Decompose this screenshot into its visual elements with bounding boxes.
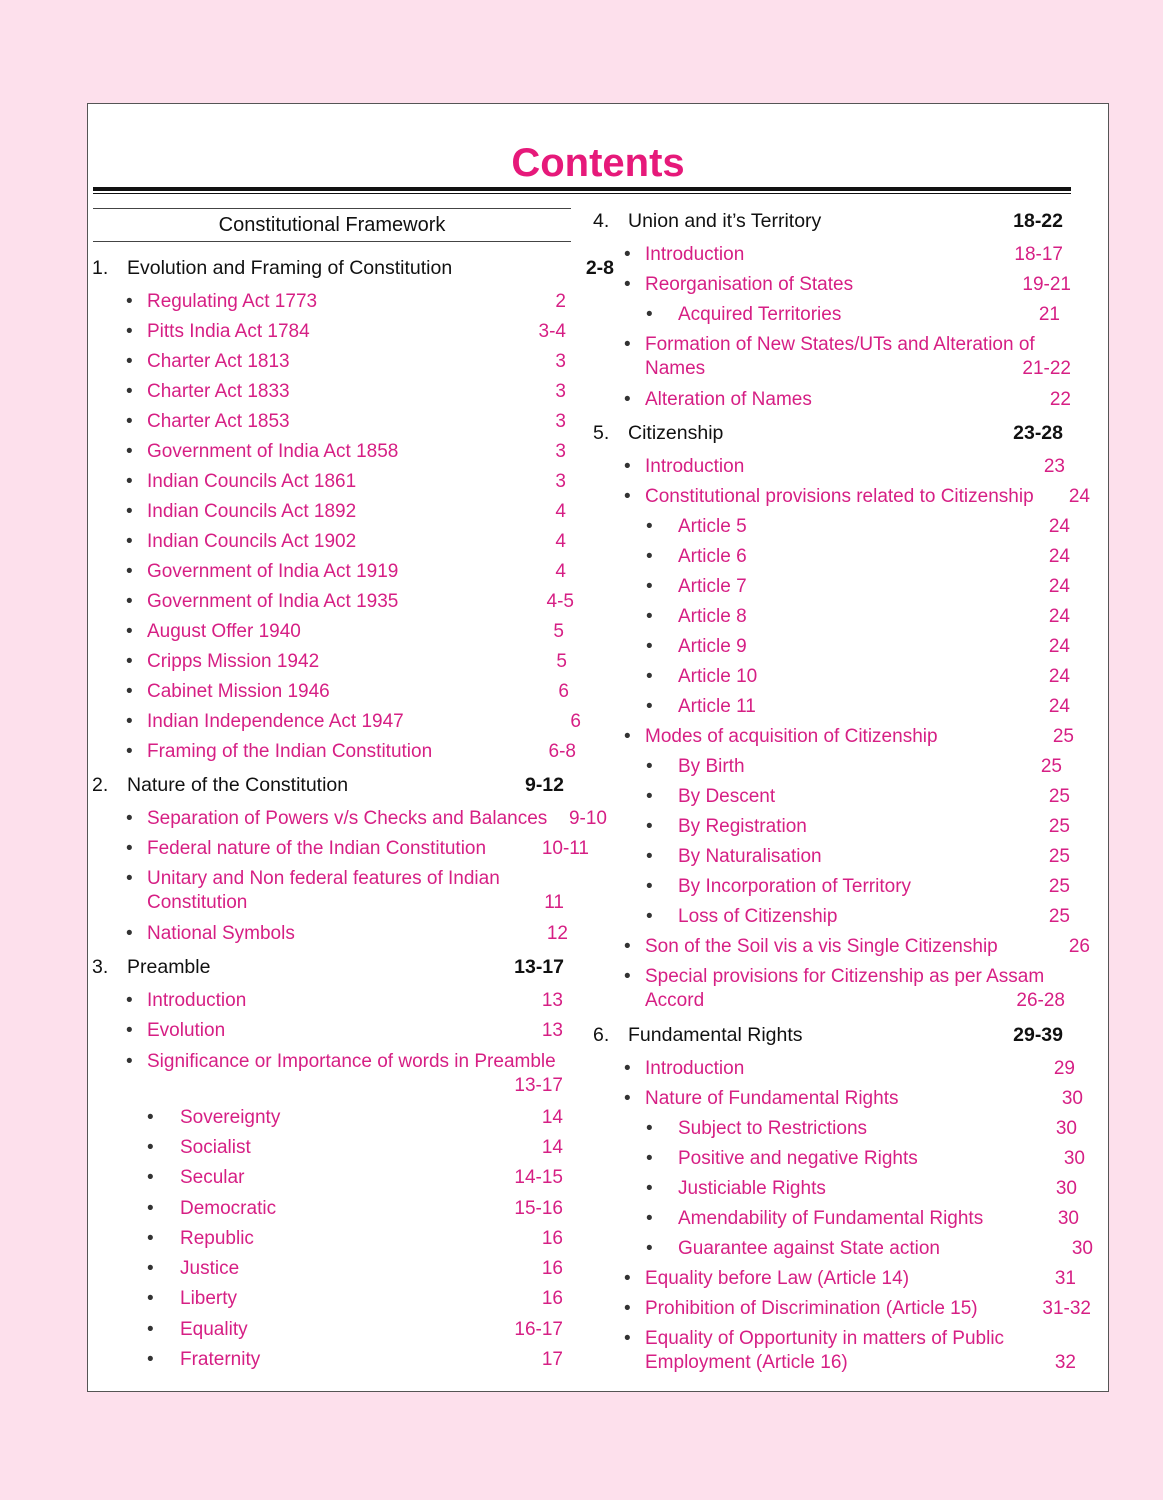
- item-pages: 4-5: [546, 591, 574, 612]
- toc-item[interactable]: [92, 680, 569, 704]
- item-pages: 3: [555, 351, 566, 372]
- bullet-icon: •: [126, 291, 133, 312]
- item-pages: 23: [1043, 456, 1065, 477]
- bullet-icon: •: [126, 591, 133, 612]
- item-pages: 24: [1048, 606, 1070, 627]
- bullet-icon: •: [147, 1349, 154, 1370]
- item-label: Indian Councils Act 1892: [147, 501, 357, 522]
- bullet-icon: •: [147, 1198, 154, 1219]
- item-pages: 14: [541, 1107, 563, 1128]
- item-label: Nature of Fundamental Rights: [645, 1088, 899, 1109]
- item-pages: 14-15: [514, 1167, 563, 1188]
- bullet-icon: •: [624, 389, 631, 410]
- item-pages: 30: [1057, 1208, 1079, 1229]
- item-label: Constitutional provisions related to Citizenship: [645, 486, 1034, 507]
- item-label: Democratic: [180, 1198, 277, 1219]
- item-pages: 4: [555, 531, 566, 552]
- toc-item[interactable]: [92, 807, 607, 831]
- item-label: Cripps Mission 1942: [147, 651, 320, 672]
- item-pages: 16: [541, 1228, 563, 1249]
- section-number: 5.: [593, 422, 610, 444]
- toc-item[interactable]: [593, 388, 1071, 412]
- bullet-icon: •: [624, 966, 631, 987]
- section-title: Citizenship: [628, 422, 724, 444]
- item-label: Introduction: [645, 456, 745, 477]
- item-pages: 9-10: [568, 808, 607, 829]
- toc-item[interactable]: [92, 470, 566, 494]
- item-pages: 30: [1061, 1088, 1083, 1109]
- bullet-icon: •: [147, 1258, 154, 1279]
- item-pages: 25: [1048, 816, 1070, 837]
- toc-subitem[interactable]: [593, 1117, 1077, 1141]
- bullet-icon: •: [126, 808, 133, 829]
- item-label: Justiciable Rights: [678, 1178, 826, 1199]
- toc-subitem[interactable]: [593, 785, 1070, 809]
- toc-item[interactable]: [92, 867, 564, 915]
- bullet-icon: •: [126, 923, 133, 944]
- toc-item[interactable]: [92, 530, 566, 554]
- item-pages: 32: [1054, 1352, 1076, 1373]
- item-label: Article 11: [678, 696, 756, 717]
- title-rule-thin: [93, 193, 1071, 194]
- bullet-icon: •: [126, 868, 133, 889]
- toc-item[interactable]: [593, 243, 1063, 267]
- item-label: Modes of acquisition of Citizenship: [645, 726, 938, 747]
- item-pages: 25: [1048, 906, 1070, 927]
- item-label: By Birth: [678, 756, 745, 777]
- item-pages: 3: [555, 411, 566, 432]
- bullet-icon: •: [624, 456, 631, 477]
- bullet-icon: •: [147, 1288, 154, 1309]
- item-label-cont: Accord: [645, 990, 705, 1011]
- item-pages: 6-8: [548, 741, 576, 762]
- item-pages: 12: [546, 923, 568, 944]
- toc-item[interactable]: [593, 273, 1071, 297]
- item-label: August Offer 1940: [147, 621, 301, 642]
- item-label: Evolution: [147, 1020, 226, 1041]
- bullet-icon: •: [646, 666, 653, 687]
- item-label: Positive and negative Rights: [678, 1148, 918, 1169]
- item-label: Article 9: [678, 636, 747, 657]
- item-label: Justice: [180, 1258, 240, 1279]
- item-pages: 4: [555, 501, 566, 522]
- item-pages: 19-21: [1022, 274, 1071, 295]
- bullet-icon: •: [646, 786, 653, 807]
- bullet-icon: •: [624, 1088, 631, 1109]
- item-pages: 24: [1048, 696, 1070, 717]
- section-number: 6.: [593, 1024, 610, 1046]
- item-label-cont: Constitution: [147, 892, 248, 913]
- item-label: Loss of Citizenship: [678, 906, 838, 927]
- toc-item[interactable]: [92, 500, 566, 524]
- bullet-icon: •: [624, 334, 631, 355]
- item-label: Introduction: [147, 990, 247, 1011]
- item-label: Liberty: [180, 1288, 238, 1309]
- item-pages: 25: [1048, 876, 1070, 897]
- item-label: Introduction: [645, 1058, 745, 1079]
- section-pages: 9-12: [524, 774, 564, 796]
- item-label: Significance or Importance of words in Preamble: [147, 1051, 556, 1072]
- toc-subitem[interactable]: [593, 905, 1070, 929]
- bullet-icon: •: [646, 876, 653, 897]
- toc-item[interactable]: [92, 560, 566, 584]
- toc-item[interactable]: [92, 1050, 582, 1074]
- toc-item[interactable]: [593, 333, 1071, 381]
- toc-subitem[interactable]: [593, 545, 1070, 569]
- bullet-icon: •: [646, 576, 653, 597]
- toc-item[interactable]: [92, 620, 564, 644]
- bullet-icon: •: [646, 1238, 653, 1259]
- bullet-icon: •: [126, 411, 133, 432]
- item-label: Acquired Territories: [678, 304, 842, 325]
- toc-item[interactable]: [593, 455, 1065, 479]
- item-pages: 24: [1048, 666, 1070, 687]
- item-pages: 14: [541, 1137, 563, 1158]
- bullet-icon: •: [126, 531, 133, 552]
- toc-subitem[interactable]: [593, 605, 1070, 629]
- page-title: Contents: [511, 141, 685, 185]
- item-pages: 26-28: [1016, 990, 1065, 1011]
- toc-subitem[interactable]: [593, 695, 1070, 719]
- bullet-icon: •: [646, 1118, 653, 1139]
- toc-subitem[interactable]: [593, 665, 1070, 689]
- item-label: Charter Act 1853: [147, 411, 290, 432]
- toc-subitem[interactable]: [92, 1257, 563, 1281]
- bullet-icon: •: [646, 546, 653, 567]
- toc-item[interactable]: [593, 1087, 1083, 1111]
- toc-subitem[interactable]: [92, 1166, 563, 1190]
- item-pages: 4: [555, 561, 566, 582]
- bullet-icon: •: [126, 471, 133, 492]
- section-title: Union and it’s Territory: [628, 210, 822, 232]
- section-number: 4.: [593, 210, 610, 232]
- section-pages: 2-8: [585, 257, 614, 279]
- item-pages: 24: [1048, 576, 1070, 597]
- bullet-icon: •: [126, 501, 133, 522]
- item-pages: 3: [555, 381, 566, 402]
- bullet-icon: •: [624, 1058, 631, 1079]
- toc-subitem[interactable]: [593, 635, 1070, 659]
- section-heading[interactable]: [92, 773, 564, 797]
- item-pages: 16: [541, 1288, 563, 1309]
- item-pages: 24: [1048, 546, 1070, 567]
- bullet-icon: •: [646, 906, 653, 927]
- item-pages: 3-4: [538, 321, 566, 342]
- item-label: Equality of Opportunity in matters of Public: [645, 1328, 1005, 1349]
- bullet-icon: •: [646, 696, 653, 717]
- toc-item[interactable]: [593, 1057, 1075, 1081]
- item-label: National Symbols: [147, 923, 295, 944]
- bullet-icon: •: [126, 621, 133, 642]
- item-pages: 25: [1052, 726, 1074, 747]
- item-label: By Naturalisation: [678, 846, 822, 867]
- item-label: Pitts India Act 1784: [147, 321, 310, 342]
- section-title: Evolution and Framing of Constitution: [127, 257, 453, 279]
- item-pages: 11: [544, 892, 564, 913]
- toc-subitem[interactable]: [593, 303, 1060, 327]
- bullet-icon: •: [147, 1319, 154, 1340]
- bullet-icon: •: [126, 321, 133, 342]
- item-pages: 13: [541, 1020, 563, 1041]
- item-pages: 31: [1054, 1268, 1076, 1289]
- item-label: Prohibition of Discrimination (Article 15): [645, 1298, 978, 1319]
- item-label: Introduction: [645, 244, 745, 265]
- item-pages: 30: [1063, 1148, 1085, 1169]
- item-label: By Registration: [678, 816, 807, 837]
- framework-heading: Constitutional Framework: [93, 208, 571, 242]
- toc-item[interactable]: [92, 837, 589, 861]
- bullet-icon: •: [147, 1167, 154, 1188]
- item-label: Fraternity: [180, 1349, 261, 1370]
- bullet-icon: •: [624, 274, 631, 295]
- bullet-icon: •: [646, 304, 653, 325]
- section-heading[interactable]: [92, 256, 614, 280]
- title-rule-thick: [93, 187, 1071, 191]
- toc-item[interactable]: [593, 965, 1065, 1013]
- bullet-icon: •: [646, 1148, 653, 1169]
- item-label: By Descent: [678, 786, 776, 807]
- bullet-icon: •: [646, 1178, 653, 1199]
- item-label-cont: Employment (Article 16): [645, 1352, 848, 1373]
- item-pages: 30: [1055, 1118, 1077, 1139]
- bullet-icon: •: [126, 441, 133, 462]
- toc-item[interactable]: [92, 590, 574, 614]
- item-pages: 25: [1048, 786, 1070, 807]
- section-number: 2.: [92, 774, 109, 796]
- bullet-icon: •: [646, 816, 653, 837]
- toc-item[interactable]: [593, 485, 1090, 509]
- item-label: Framing of the Indian Constitution: [147, 741, 433, 762]
- item-label: Charter Act 1833: [147, 381, 290, 402]
- bullet-icon: •: [646, 636, 653, 657]
- item-label: Article 6: [678, 546, 747, 567]
- bullet-icon: •: [126, 741, 133, 762]
- section-heading[interactable]: [593, 209, 1063, 233]
- bullet-icon: •: [126, 561, 133, 582]
- item-pages: 30: [1055, 1178, 1077, 1199]
- toc-subitem[interactable]: [92, 1106, 563, 1130]
- toc-subitem[interactable]: [593, 845, 1070, 869]
- bullet-icon: •: [646, 516, 653, 537]
- item-label: Article 5: [678, 516, 747, 537]
- item-label: Government of India Act 1919: [147, 561, 399, 582]
- item-pages: 6: [570, 711, 581, 732]
- bullet-icon: •: [126, 1020, 133, 1041]
- item-label: Government of India Act 1858: [147, 441, 399, 462]
- item-label: Son of the Soil vis a vis Single Citizenship: [645, 936, 998, 957]
- item-label: Alteration of Names: [645, 389, 812, 410]
- contents-page: [87, 103, 1109, 1392]
- toc-item[interactable]: [92, 440, 566, 464]
- item-pages: 25: [1040, 756, 1062, 777]
- item-pages: 16-17: [514, 1319, 563, 1340]
- bullet-icon: •: [126, 838, 133, 859]
- item-label: Cabinet Mission 1946: [147, 681, 330, 702]
- toc-subitem[interactable]: [92, 1227, 563, 1251]
- toc-item[interactable]: [593, 1327, 1076, 1375]
- section-heading[interactable]: [593, 1023, 1063, 1047]
- toc-subitem[interactable]: [593, 575, 1070, 599]
- item-label: Unitary and Non federal features of Indian: [147, 868, 500, 889]
- toc-item[interactable]: [92, 650, 567, 674]
- item-label: Indian Independence Act 1947: [147, 711, 404, 732]
- toc-item[interactable]: [92, 410, 566, 434]
- toc-item[interactable]: [92, 320, 566, 344]
- toc-subitem[interactable]: [92, 1318, 563, 1342]
- item-pages: 26: [1068, 936, 1090, 957]
- toc-subitem[interactable]: [593, 755, 1062, 779]
- toc-subitem[interactable]: [593, 1207, 1079, 1231]
- bullet-icon: •: [126, 1051, 133, 1072]
- item-pages: 3: [555, 441, 566, 462]
- bullet-icon: •: [147, 1228, 154, 1249]
- item-label: Equality: [180, 1319, 248, 1340]
- item-pages: 29: [1053, 1058, 1075, 1079]
- toc-item[interactable]: [593, 1297, 1091, 1321]
- toc-subitem[interactable]: [593, 515, 1070, 539]
- item-label: Reorganisation of States: [645, 274, 854, 295]
- toc-item[interactable]: [593, 1267, 1076, 1291]
- toc-subitem[interactable]: [593, 1177, 1077, 1201]
- item-pages: 2: [555, 291, 566, 312]
- toc-subitem[interactable]: [593, 1147, 1085, 1171]
- item-pages: 6: [558, 681, 569, 702]
- item-pages: 24: [1048, 636, 1070, 657]
- bullet-icon: •: [126, 681, 133, 702]
- item-pages: 16: [541, 1258, 563, 1279]
- bullet-icon: •: [126, 651, 133, 672]
- item-label: Article 7: [678, 576, 747, 597]
- bullet-icon: •: [624, 1268, 631, 1289]
- bullet-icon: •: [624, 486, 631, 507]
- toc-item[interactable]: [92, 710, 581, 734]
- item-label: Amendability of Fundamental Rights: [678, 1208, 984, 1229]
- item-pages: 31-32: [1042, 1298, 1091, 1319]
- item-pages: 5: [556, 651, 567, 672]
- item-label: By Incorporation of Territory: [678, 876, 912, 897]
- item-pages: 24: [1048, 516, 1070, 537]
- item-pages: 17: [541, 1349, 563, 1370]
- item-label: Indian Councils Act 1902: [147, 531, 357, 552]
- toc-item[interactable]: [92, 290, 566, 314]
- item-pages: 30: [1071, 1238, 1093, 1259]
- toc-subitem[interactable]: [92, 1197, 563, 1221]
- item-label: Charter Act 1813: [147, 351, 290, 372]
- item-pages: 3: [555, 471, 566, 492]
- item-pages: 24: [1068, 486, 1090, 507]
- toc-subitem[interactable]: [593, 815, 1070, 839]
- item-label: Separation of Powers v/s Checks and Balances: [147, 808, 548, 829]
- item-label: Formation of New States/UTs and Alteration of: [645, 334, 1035, 355]
- bullet-icon: •: [624, 244, 631, 265]
- toc-subitem[interactable]: [92, 1287, 563, 1311]
- section-pages: 29-39: [1013, 1024, 1063, 1046]
- item-pages: 18-17: [1014, 244, 1063, 265]
- bullet-icon: •: [624, 726, 631, 747]
- toc-subitem[interactable]: [593, 1237, 1093, 1261]
- toc-item[interactable]: [92, 922, 568, 946]
- item-label: Socialist: [180, 1137, 251, 1158]
- item-label: Regulating Act 1773: [147, 291, 318, 312]
- bullet-icon: •: [126, 990, 133, 1011]
- section-number: 1.: [92, 257, 109, 279]
- bullet-icon: •: [646, 1208, 653, 1229]
- bullet-icon: •: [126, 381, 133, 402]
- bullet-icon: •: [624, 936, 631, 957]
- section-title: Nature of the Constitution: [127, 774, 349, 796]
- bullet-icon: •: [126, 351, 133, 372]
- section-pages: 13-17: [514, 956, 564, 978]
- toc-item[interactable]: [593, 935, 1090, 959]
- bullet-icon: •: [624, 1298, 631, 1319]
- item-pages: 13: [541, 990, 563, 1011]
- item-label: Federal nature of the Indian Constitution: [147, 838, 487, 859]
- toc-item[interactable]: [92, 740, 576, 764]
- item-pages: 21: [1038, 304, 1060, 325]
- section-title: Preamble: [127, 956, 211, 978]
- toc-item[interactable]: [593, 725, 1074, 749]
- item-label-cont: Names: [645, 358, 706, 379]
- item-pages: 10-11: [541, 838, 589, 859]
- item-label: Article 8: [678, 606, 747, 627]
- section-heading[interactable]: [92, 955, 564, 979]
- item-pages-wrapped: 13-17: [514, 1075, 563, 1096]
- section-heading[interactable]: [593, 421, 1063, 445]
- bullet-icon: •: [624, 1328, 631, 1349]
- item-label: Indian Councils Act 1861: [147, 471, 357, 492]
- bullet-icon: •: [646, 606, 653, 627]
- toc-item[interactable]: [92, 380, 566, 404]
- bullet-icon: •: [126, 711, 133, 732]
- item-pages: 5: [553, 621, 564, 642]
- item-label: Sovereignty: [180, 1107, 281, 1128]
- item-label: Republic: [180, 1228, 254, 1249]
- item-label: Guarantee against State action: [678, 1238, 940, 1259]
- toc-subitem[interactable]: [92, 1348, 563, 1372]
- bullet-icon: •: [147, 1107, 154, 1128]
- item-pages: 22: [1049, 389, 1071, 410]
- toc-item[interactable]: [92, 1019, 563, 1043]
- toc-subitem[interactable]: [92, 1136, 563, 1160]
- item-pages: 15-16: [514, 1198, 563, 1219]
- item-label: Article 10: [678, 666, 758, 687]
- bullet-icon: •: [646, 756, 653, 777]
- toc-subitem[interactable]: [593, 875, 1070, 899]
- item-label: Secular: [180, 1167, 245, 1188]
- item-label: Special provisions for Citizenship as per Assam: [645, 966, 1045, 987]
- toc-item[interactable]: [92, 350, 566, 374]
- toc-item[interactable]: [92, 989, 563, 1013]
- item-pages: 25: [1048, 846, 1070, 867]
- section-pages: 23-28: [1013, 422, 1063, 444]
- bullet-icon: •: [147, 1137, 154, 1158]
- section-number: 3.: [92, 956, 109, 978]
- section-pages: 18-22: [1013, 210, 1063, 232]
- item-pages: 21-22: [1022, 358, 1071, 379]
- section-title: Fundamental Rights: [628, 1024, 803, 1046]
- bullet-icon: •: [646, 846, 653, 867]
- item-label: Equality before Law (Article 14): [645, 1268, 910, 1289]
- item-label: Subject to Restrictions: [678, 1118, 868, 1139]
- item-label: Government of India Act 1935: [147, 591, 399, 612]
